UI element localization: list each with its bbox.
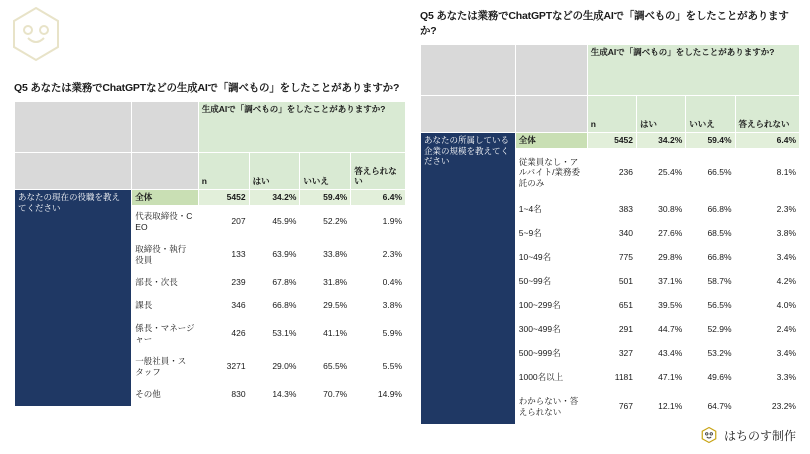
table-header-row-group <box>421 45 800 96</box>
row-yes: 45.9% <box>249 205 300 238</box>
row-na: 14.9% <box>351 383 406 406</box>
row-label: 部長・次長 <box>132 271 198 294</box>
row-yes: 37.1% <box>637 269 686 293</box>
row-label: その他 <box>132 383 198 406</box>
left-total-no: 59.4% <box>300 190 351 206</box>
row-n: 767 <box>587 389 636 424</box>
row-na: 2.3% <box>351 238 406 271</box>
row-no: 49.6% <box>686 365 735 389</box>
row-no: 70.7% <box>300 383 351 406</box>
row-n: 383 <box>587 197 636 221</box>
row-na: 3.8% <box>735 221 799 245</box>
row-label: 5~9名 <box>515 221 587 245</box>
right-group-header: 生成AIで「調べもの」をしたことがありますか? <box>587 45 799 96</box>
row-yes: 27.6% <box>637 221 686 245</box>
left-col-header-na: 答えられない <box>351 153 406 190</box>
left-col-header-n: n <box>198 153 249 190</box>
row-n: 239 <box>198 271 249 294</box>
row-yes: 53.1% <box>249 317 300 350</box>
right-total-no: 59.4% <box>686 133 735 149</box>
row-no: 56.5% <box>686 293 735 317</box>
row-no: 66.8% <box>686 245 735 269</box>
row-yes: 67.8% <box>249 271 300 294</box>
row-na: 4.0% <box>735 293 799 317</box>
row-na: 1.9% <box>351 205 406 238</box>
row-yes: 25.4% <box>637 148 686 197</box>
row-no: 58.7% <box>686 269 735 293</box>
row-no: 64.7% <box>686 389 735 424</box>
row-n: 340 <box>587 221 636 245</box>
row-label: 取締役・執行役員 <box>132 238 198 271</box>
table-header-row-group <box>15 102 406 153</box>
row-yes: 43.4% <box>637 341 686 365</box>
row-no: 68.5% <box>686 221 735 245</box>
row-na: 3.4% <box>735 341 799 365</box>
row-n: 291 <box>587 317 636 341</box>
row-yes: 30.8% <box>637 197 686 221</box>
left-survey-table <box>14 101 406 407</box>
row-n: 327 <box>587 341 636 365</box>
row-no: 52.9% <box>686 317 735 341</box>
row-label: 100~299名 <box>515 293 587 317</box>
row-label: 10~49名 <box>515 245 587 269</box>
header-corner-blank <box>15 102 132 153</box>
brand-name: はちのす制作 <box>723 428 796 443</box>
header-corner-blank-2 <box>515 45 587 96</box>
left-question-title: Q5 あなたは業務でChatGPTなどの生成AIで「調べもの」をしたことがありますか? <box>14 82 400 94</box>
row-no: 29.5% <box>300 294 351 317</box>
row-yes: 63.9% <box>249 238 300 271</box>
row-no: 66.8% <box>686 197 735 221</box>
hexagon-bee-icon <box>700 426 718 444</box>
row-no: 53.2% <box>686 341 735 365</box>
row-yes: 66.8% <box>249 294 300 317</box>
row-na: 2.4% <box>735 317 799 341</box>
row-yes: 12.1% <box>637 389 686 424</box>
row-label: 係長・マネージャー <box>132 317 198 350</box>
right-col-header-yes: はい <box>637 96 686 133</box>
right-report-panel <box>420 8 800 425</box>
row-n: 3271 <box>198 350 249 383</box>
right-col-header-no: いいえ <box>686 96 735 133</box>
left-total-row <box>15 190 406 206</box>
row-na: 4.2% <box>735 269 799 293</box>
left-side-category: あなたの現在の役職を教えてください <box>15 190 132 407</box>
left-total-na: 6.4% <box>351 190 406 206</box>
header-side-blank-2 <box>132 153 198 190</box>
row-label: 一般社員・スタッフ <box>132 350 198 383</box>
left-total-label: 全体 <box>132 190 198 206</box>
row-label: わからない・答えられない <box>515 389 587 424</box>
table-header-row-cols <box>421 96 800 133</box>
row-na: 5.5% <box>351 350 406 383</box>
row-n: 501 <box>587 269 636 293</box>
row-yes: 47.1% <box>637 365 686 389</box>
row-no: 41.1% <box>300 317 351 350</box>
row-label: 50~99名 <box>515 269 587 293</box>
row-label: 課長 <box>132 294 198 317</box>
header-corner-blank-2 <box>132 102 198 153</box>
row-label: 従業員なし・アルバイト/業務委託のみ <box>515 148 587 197</box>
row-na: 0.4% <box>351 271 406 294</box>
row-na: 23.2% <box>735 389 799 424</box>
row-label: 1000名以上 <box>515 365 587 389</box>
left-report-panel <box>14 80 406 407</box>
header-corner-blank <box>421 45 516 96</box>
row-no: 31.8% <box>300 271 351 294</box>
row-yes: 29.0% <box>249 350 300 383</box>
row-label: 300~499名 <box>515 317 587 341</box>
right-total-na: 6.4% <box>735 133 799 149</box>
row-n: 236 <box>587 148 636 197</box>
right-total-label: 全体 <box>515 133 587 149</box>
row-yes: 39.5% <box>637 293 686 317</box>
right-total-n: 5452 <box>587 133 636 149</box>
row-na: 3.3% <box>735 365 799 389</box>
right-side-category: あなたの所属している企業の規模を教えてください <box>421 133 516 425</box>
row-yes: 44.7% <box>637 317 686 341</box>
left-col-header-yes: はい <box>249 153 300 190</box>
row-na: 3.8% <box>351 294 406 317</box>
left-total-yes: 34.2% <box>249 190 300 206</box>
right-question-title: Q5 あなたは業務でChatGPTなどの生成AIで「調べもの」をしたことがありますか? <box>420 10 789 37</box>
row-n: 830 <box>198 383 249 406</box>
row-na: 2.3% <box>735 197 799 221</box>
header-side-blank-2 <box>515 96 587 133</box>
row-label: 代表取締役・CEO <box>132 205 198 238</box>
right-col-header-na: 答えられない <box>735 96 799 133</box>
hexagon-outline-icon <box>6 4 66 64</box>
row-yes: 14.3% <box>249 383 300 406</box>
right-total-yes: 34.2% <box>637 133 686 149</box>
row-na: 3.4% <box>735 245 799 269</box>
header-side-blank <box>15 153 132 190</box>
row-no: 33.8% <box>300 238 351 271</box>
left-total-n: 5452 <box>198 190 249 206</box>
row-yes: 29.8% <box>637 245 686 269</box>
row-n: 133 <box>198 238 249 271</box>
row-n: 346 <box>198 294 249 317</box>
row-no: 66.5% <box>686 148 735 197</box>
row-n: 651 <box>587 293 636 317</box>
row-label: 1~4名 <box>515 197 587 221</box>
left-col-header-no: いいえ <box>300 153 351 190</box>
right-survey-table <box>420 44 800 425</box>
footer-brand <box>700 426 796 444</box>
row-no: 65.5% <box>300 350 351 383</box>
right-col-header-n: n <box>587 96 636 133</box>
right-total-row <box>421 133 800 149</box>
table-header-row-cols <box>15 153 406 190</box>
header-side-blank <box>421 96 516 133</box>
row-no: 52.2% <box>300 205 351 238</box>
row-label: 500~999名 <box>515 341 587 365</box>
row-n: 1181 <box>587 365 636 389</box>
left-group-header: 生成AIで「調べもの」をしたことがありますか? <box>198 102 405 153</box>
row-na: 8.1% <box>735 148 799 197</box>
row-n: 207 <box>198 205 249 238</box>
row-n: 775 <box>587 245 636 269</box>
row-n: 426 <box>198 317 249 350</box>
row-na: 5.9% <box>351 317 406 350</box>
